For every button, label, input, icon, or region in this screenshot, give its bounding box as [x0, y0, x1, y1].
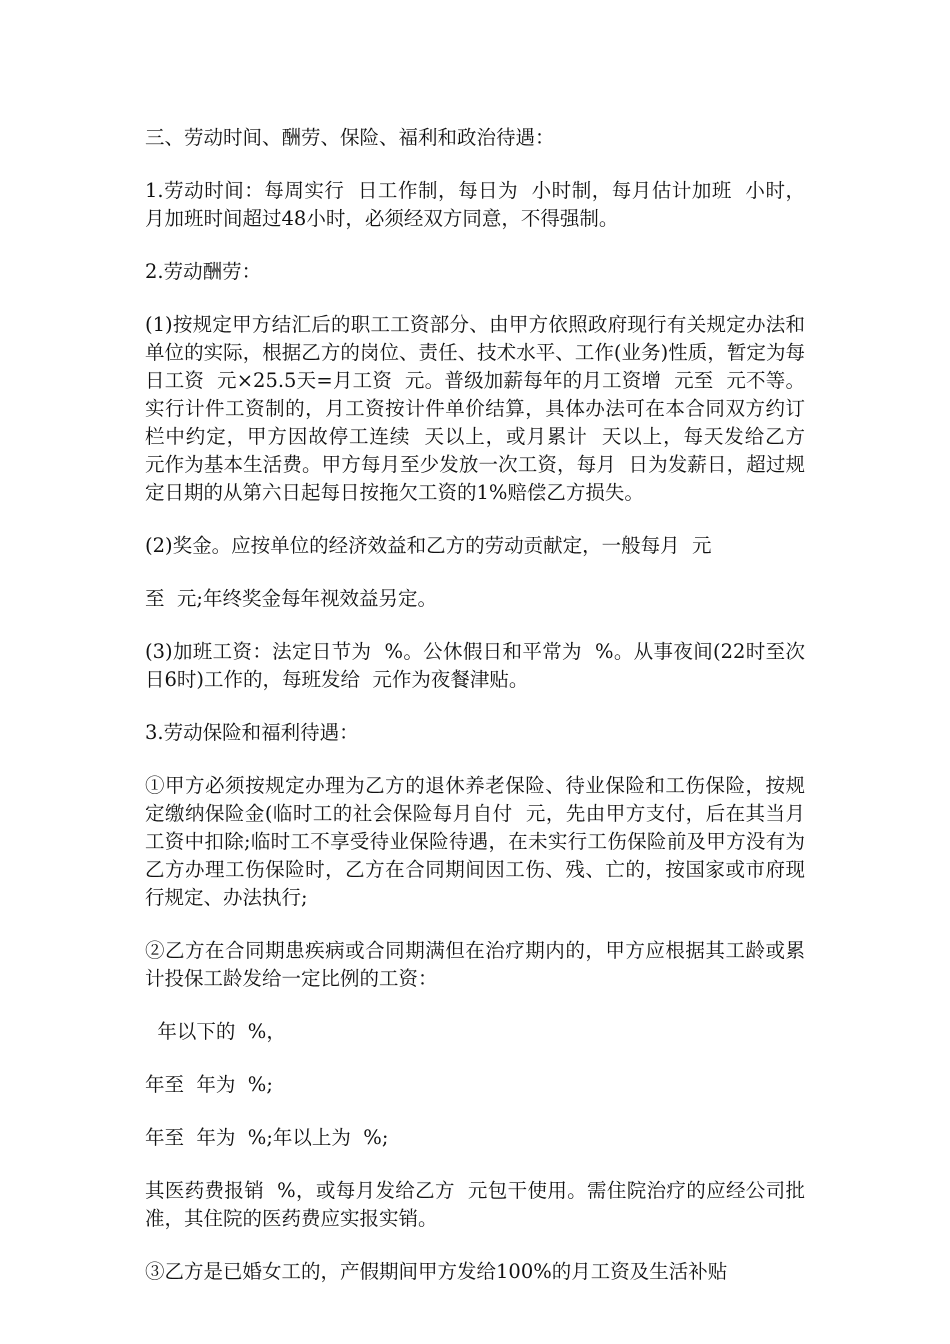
paragraph-sick-leave: ②乙方在合同期患疾病或合同期满但在治疗期内的，甲方应根据其工龄或累计投保工龄发给一定比例的工资：: [145, 939, 805, 990]
paragraph-working-hours: 1.劳动时间：每周实行 日工作制，每日为 小时制，每月估计加班 小时，月加班时间超过48小时，必须经双方同意，不得强制。: [145, 179, 805, 230]
paragraph-maternity: ③乙方是已婚女工的，产假期间甲方发给100%的月工资及生活补贴: [145, 1260, 728, 1283]
section-heading: 三、劳动时间、酬劳、保险、福利和政治待遇：: [145, 126, 555, 149]
paragraph-medical-expenses: 其医药费报销 %，或每月发给乙方 元包干使用。需住院治疗的应经公司批准，其住院的医药费应实报实销。: [145, 1179, 805, 1230]
paragraph-insurance-heading: 3.劳动保险和福利待遇：: [145, 721, 359, 744]
paragraph-bonus-continued: 至 元;年终奖金每年视效益另定。: [145, 587, 437, 610]
paragraph-ratio-1: 年以下的 %，: [145, 1020, 286, 1043]
paragraph-overtime-pay: (3)加班工资：法定日节为 %。公休假日和平常为 %。从事夜间(22时至次日6时)工作的，每班发给 元作为夜餐津贴。: [145, 640, 805, 691]
paragraph-bonus: (2)奖金。应按单位的经济效益和乙方的劳动贡献定，一般每月 元: [145, 534, 712, 557]
document-body: [145, 124, 818, 1311]
paragraph-insurance: ①甲方必须按规定办理为乙方的退休养老保险、待业保险和工伤保险，按规定缴纳保险金(临时工的社会保险每月自付 元，先由甲方支付，后在其当月工资中扣除;临时工不享受待业保险待遇，在未实行工伤保险前及甲方没有为乙方办理工伤保险时，乙方在合同期间因工伤、残、亡的，按国家或市府现行规定、办法执行;: [145, 774, 805, 909]
paragraph-remuneration-heading: 2.劳动酬劳：: [145, 260, 262, 283]
paragraph-ratio-2: 年至 年为 %;: [145, 1073, 273, 1096]
paragraph-wages: (1)按规定甲方结汇后的职工工资部分、由甲方依照政府现行有关规定办法和单位的实际，根据乙方的岗位、责任、技术水平、工作(业务)性质，暂定为每日工资 元×25.5天=月工资 元。普级加薪每年的月工资增 元至 元不等。实行计件工资制的，月工资按计件单价结算，具体办法可在本合同双方约订栏中约定，甲方因故停工连续 天以上，或月累计 天以上，每天发给乙方 元作为基本生活费。甲方每月至少发放一次工资，每月 日为发薪日，超过规定日期的从第六日起每日按拖欠工资的1%赔偿乙方损失。: [145, 313, 818, 504]
paragraph-ratio-3: 年至 年为 %;年以上为 %;: [145, 1126, 389, 1149]
